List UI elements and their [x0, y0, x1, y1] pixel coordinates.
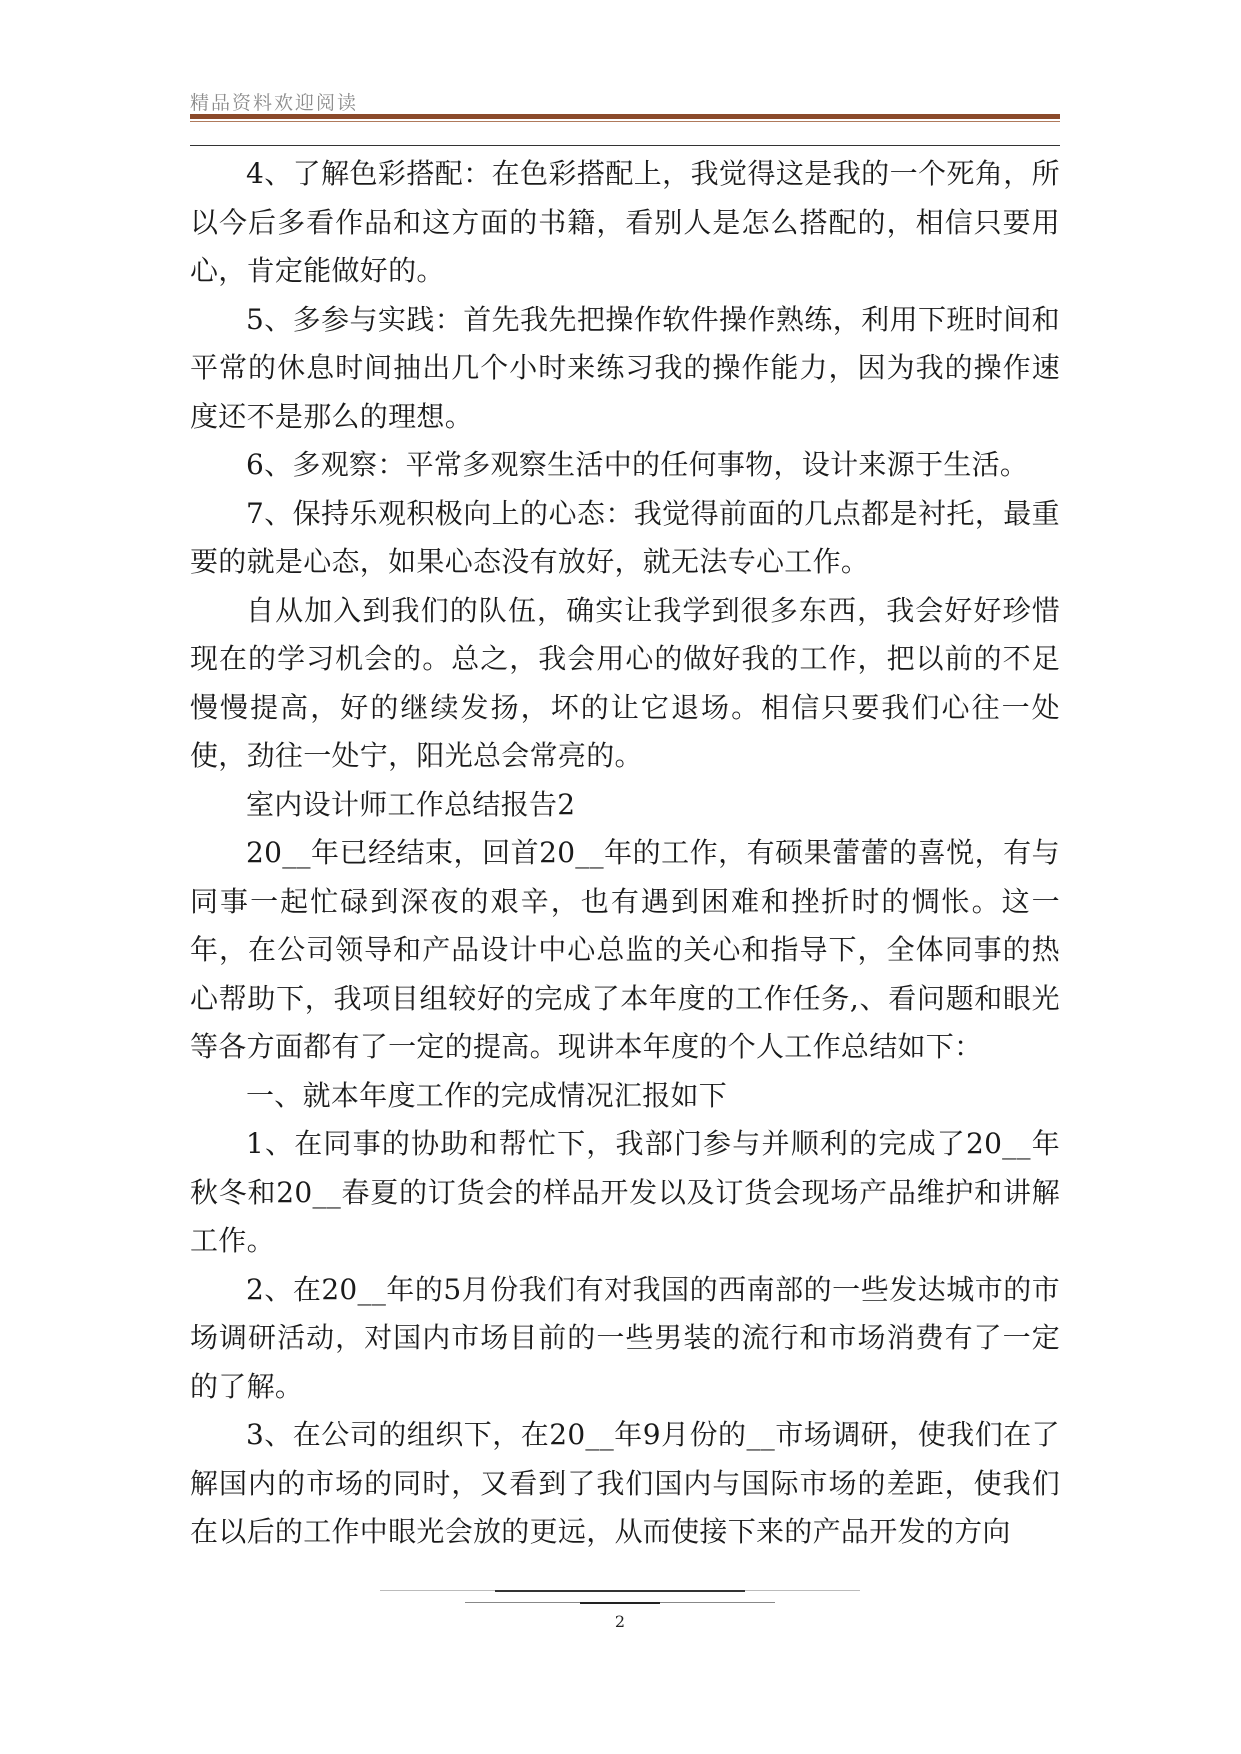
- paragraph-item-6: 6、多观察：平常多观察生活中的任何事物，设计来源于生活。: [246, 448, 1029, 481]
- footer-rule-mid: [495, 1590, 745, 1592]
- paragraph-item-4: 4、了解色彩搭配：在色彩搭配上，我觉得这是我的一个死角，所以今后多看作品和这方面的书籍，看别人是怎么搭配的，相信只要用心，肯定能做好的。: [190, 157, 1060, 287]
- paragraph-report-3: 3、在公司的组织下，在20__年9月份的__市场调研，使我们在了解国内的市场的同时，又看到了我们国内与国际市场的差距，使我们在以后的工作中眼光会放的更远，从而使接下来的产品开发的方向: [190, 1418, 1060, 1548]
- header-title: 精品资料欢迎阅读: [190, 92, 359, 114]
- paragraph-item-5: 5、多参与实践：首先我先把操作软件操作熟练，利用下班时间和平常的休息时间抽出几个小时来练习我的操作能力，因为我的操作速度还不是那么的理想。: [190, 302, 1060, 433]
- footer-rule-top: [380, 1590, 860, 1591]
- section-title: 室内设计师工作总结报告2: [246, 787, 576, 821]
- paragraph-report-1: 1、在同事的协助和帮忙下，我部门参与并顺利的完成了20__年秋冬和20__春夏的订货会的样品开发以及订货会现场产品维护和讲解工作。: [190, 1127, 1060, 1257]
- footer-rule-bottom: [465, 1602, 775, 1603]
- header-rule-thick: [190, 114, 1060, 119]
- paragraph-item-7: 7、保持乐观积极向上的心态：我觉得前面的几点都是衬托，最重要的就是心态，如果心态没有放好，就无法专心工作。: [190, 496, 1060, 578]
- header-rule-thin: [190, 121, 1060, 122]
- paragraph-intro: 20__年已经结束，回首20__年的工作，有硕果蕾蕾的喜悦，有与同事一起忙碌到深夜的艰辛，也有遇到困难和挫折时的惆怅。这一年，在公司领导和产品设计中心总监的关心和指导下，全体同事的热心帮助下，我项目组较好的完成了本年度的工作任务,、看问题和眼光等各方面都有了一定的提高。现讲本年度的个人工作总结如下：: [190, 836, 1060, 1063]
- footer-rule-short: [580, 1602, 660, 1604]
- section-heading-1: 一、就本年度工作的完成情况汇报如下: [246, 1078, 728, 1112]
- page-number: 2: [614, 1612, 626, 1631]
- paragraph-closing: 自从加入到我们的队伍，确实让我学到很多东西，我会好好珍惜现在的学习机会的。总之，我会用心的做好我的工作，把以前的不足慢慢提高，好的继续发扬，坏的让它退场。相信只要我们心往一处使，劲往一处宁，阳光总会常亮的。: [190, 593, 1060, 772]
- paragraph-report-2: 2、在20__年的5月份我们有对我国的西南部的一些发达城市的市场调研活动，对国内市场目前的一些男装的流行和市场消费有了一定的了解。: [190, 1272, 1060, 1403]
- header-separator: [190, 145, 1060, 146]
- document-body: [190, 150, 1060, 1557]
